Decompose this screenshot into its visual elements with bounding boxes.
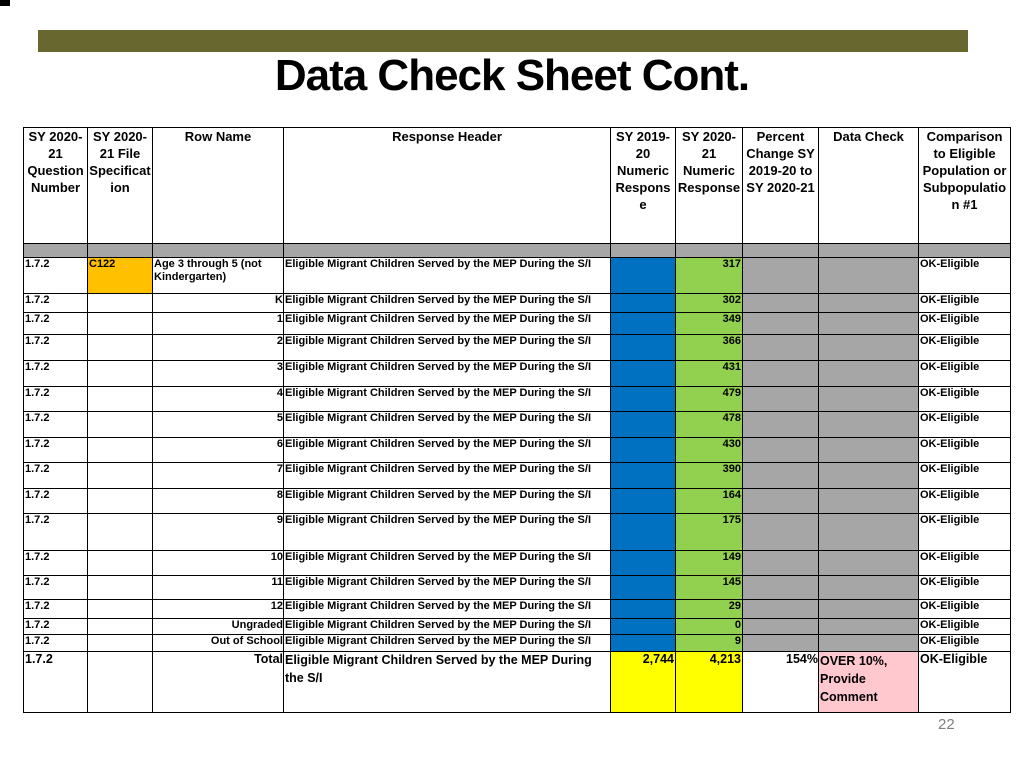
table-row bbox=[24, 361, 1011, 387]
cell-comparison: OK-Eligible bbox=[919, 335, 1011, 361]
cell-data-check bbox=[819, 600, 919, 619]
column-header: SY 2019-20 Numeric Response bbox=[611, 128, 676, 244]
table-row bbox=[24, 463, 1011, 489]
cell-percent-change bbox=[743, 514, 819, 551]
cell-row-name: 5 bbox=[153, 412, 284, 438]
cell-file-spec bbox=[88, 600, 153, 619]
cell-file-spec bbox=[88, 489, 153, 514]
cell-sy-2020-21: 430 bbox=[676, 438, 743, 463]
separator-cell bbox=[611, 244, 676, 258]
column-header: SY 2020-21 Question Number bbox=[24, 128, 88, 244]
cell-sy-2019-20 bbox=[611, 489, 676, 514]
cell-file-spec bbox=[88, 335, 153, 361]
table-row bbox=[24, 635, 1011, 652]
table-row bbox=[24, 335, 1011, 361]
cell-sy-2020-21: 149 bbox=[676, 551, 743, 576]
cell-data-check bbox=[819, 438, 919, 463]
column-header: Response Header bbox=[284, 128, 611, 244]
cell-comparison: OK-Eligible bbox=[919, 600, 1011, 619]
cell-comparison: OK-Eligible bbox=[919, 438, 1011, 463]
cell-row-name: 3 bbox=[153, 361, 284, 387]
cell-comparison: OK-Eligible bbox=[919, 412, 1011, 438]
cell-sy-2019-20 bbox=[611, 514, 676, 551]
column-header: SY 2020-21 Numeric Response bbox=[676, 128, 743, 244]
cell-data-check bbox=[819, 463, 919, 489]
cell-response-header: Eligible Migrant Children Served by the MEP During the S/I bbox=[284, 619, 611, 635]
cell-percent-change bbox=[743, 258, 819, 294]
cell-sy-2020-21: 366 bbox=[676, 335, 743, 361]
cell-sy-2020-21: 175 bbox=[676, 514, 743, 551]
cell-response-header: Eligible Migrant Children Served by the MEP During the S/I bbox=[284, 387, 611, 412]
table-header bbox=[24, 128, 1011, 244]
cell-percent-change bbox=[743, 576, 819, 600]
cell-comparison: OK-Eligible bbox=[919, 258, 1011, 294]
table-body bbox=[24, 244, 1011, 713]
cell-question-number: 1.7.2 bbox=[24, 258, 88, 294]
table-row bbox=[24, 258, 1011, 294]
cell-percent-change bbox=[743, 412, 819, 438]
cell-question-number: 1.7.2 bbox=[24, 387, 88, 412]
slide-title: Data Check Sheet Cont. bbox=[274, 51, 750, 100]
cell-response-header: Eligible Migrant Children Served by the MEP During the S/I bbox=[284, 335, 611, 361]
separator-cell bbox=[24, 244, 88, 258]
table-row bbox=[24, 489, 1011, 514]
cell-file-spec bbox=[88, 387, 153, 412]
column-header: Row Name bbox=[153, 128, 284, 244]
cell-comparison: OK-Eligible bbox=[919, 619, 1011, 635]
cell-question-number: 1.7.2 bbox=[24, 551, 88, 576]
cell-file-spec bbox=[88, 361, 153, 387]
cell-percent-change bbox=[743, 635, 819, 652]
separator-cell bbox=[284, 244, 611, 258]
cell-row-name: 1 bbox=[153, 313, 284, 335]
cell-sy-2020-21: 29 bbox=[676, 600, 743, 619]
total-cell-data-check: OVER 10%, Provide Comment bbox=[819, 652, 919, 713]
separator-row bbox=[24, 244, 1011, 258]
cell-question-number: 1.7.2 bbox=[24, 635, 88, 652]
table-row bbox=[24, 412, 1011, 438]
cell-percent-change bbox=[743, 335, 819, 361]
table-row bbox=[24, 294, 1011, 313]
cell-comparison: OK-Eligible bbox=[919, 489, 1011, 514]
total-cell-file-spec bbox=[88, 652, 153, 713]
cell-sy-2019-20 bbox=[611, 463, 676, 489]
cell-question-number: 1.7.2 bbox=[24, 412, 88, 438]
cell-file-spec bbox=[88, 438, 153, 463]
cell-row-name: 4 bbox=[153, 387, 284, 412]
cell-percent-change bbox=[743, 489, 819, 514]
cell-file-spec bbox=[88, 514, 153, 551]
cell-comparison: OK-Eligible bbox=[919, 313, 1011, 335]
cell-percent-change bbox=[743, 387, 819, 412]
cell-data-check bbox=[819, 551, 919, 576]
cell-sy-2019-20 bbox=[611, 387, 676, 412]
cell-file-spec bbox=[88, 412, 153, 438]
table-row bbox=[24, 600, 1011, 619]
cell-sy-2020-21: 390 bbox=[676, 463, 743, 489]
cell-response-header: Eligible Migrant Children Served by the MEP During the S/I bbox=[284, 576, 611, 600]
cell-sy-2019-20 bbox=[611, 335, 676, 361]
cell-sy-2020-21: 431 bbox=[676, 361, 743, 387]
data-check-table bbox=[23, 127, 1011, 713]
cell-sy-2020-21: 349 bbox=[676, 313, 743, 335]
cell-data-check bbox=[819, 489, 919, 514]
cell-comparison: OK-Eligible bbox=[919, 387, 1011, 412]
table-row bbox=[24, 313, 1011, 335]
separator-cell bbox=[676, 244, 743, 258]
cell-response-header: Eligible Migrant Children Served by the MEP During the S/I bbox=[284, 489, 611, 514]
cell-sy-2020-21: 164 bbox=[676, 489, 743, 514]
cell-row-name: K bbox=[153, 294, 284, 313]
separator-cell bbox=[819, 244, 919, 258]
cell-question-number: 1.7.2 bbox=[24, 335, 88, 361]
total-cell-sy-2020-21: 4,213 bbox=[676, 652, 743, 713]
table-row bbox=[24, 576, 1011, 600]
cell-response-header: Eligible Migrant Children Served by the MEP During the S/I bbox=[284, 412, 611, 438]
cell-comparison: OK-Eligible bbox=[919, 361, 1011, 387]
cell-data-check bbox=[819, 313, 919, 335]
cell-file-spec bbox=[88, 313, 153, 335]
cell-sy-2019-20 bbox=[611, 258, 676, 294]
page-number: 22 bbox=[938, 716, 955, 733]
cell-file-spec bbox=[88, 619, 153, 635]
cell-response-header: Eligible Migrant Children Served by the MEP During the S/I bbox=[284, 258, 611, 294]
title-accent-bar bbox=[38, 30, 968, 52]
cell-sy-2020-21: 9 bbox=[676, 635, 743, 652]
cell-question-number: 1.7.2 bbox=[24, 463, 88, 489]
cell-data-check bbox=[819, 294, 919, 313]
table-row bbox=[24, 438, 1011, 463]
cell-response-header: Eligible Migrant Children Served by the MEP During the S/I bbox=[284, 463, 611, 489]
cell-percent-change bbox=[743, 619, 819, 635]
cell-row-name: 10 bbox=[153, 551, 284, 576]
cell-percent-change bbox=[743, 313, 819, 335]
cell-response-header: Eligible Migrant Children Served by the MEP During the S/I bbox=[284, 551, 611, 576]
cell-sy-2020-21: 479 bbox=[676, 387, 743, 412]
header-row bbox=[24, 128, 1011, 244]
cell-file-spec bbox=[88, 576, 153, 600]
cell-question-number: 1.7.2 bbox=[24, 294, 88, 313]
cell-row-name: 11 bbox=[153, 576, 284, 600]
cell-sy-2020-21: 302 bbox=[676, 294, 743, 313]
cell-row-name: 9 bbox=[153, 514, 284, 551]
cell-data-check bbox=[819, 412, 919, 438]
separator-cell bbox=[88, 244, 153, 258]
cell-comparison: OK-Eligible bbox=[919, 514, 1011, 551]
total-cell-sy-2019-20: 2,744 bbox=[611, 652, 676, 713]
total-cell-question-number: 1.7.2 bbox=[24, 652, 88, 713]
cell-file-spec bbox=[88, 463, 153, 489]
cell-response-header: Eligible Migrant Children Served by the MEP During the S/I bbox=[284, 294, 611, 313]
cell-percent-change bbox=[743, 600, 819, 619]
cell-question-number: 1.7.2 bbox=[24, 438, 88, 463]
cell-response-header: Eligible Migrant Children Served by the MEP During the S/I bbox=[284, 361, 611, 387]
separator-cell bbox=[153, 244, 284, 258]
cell-data-check bbox=[819, 576, 919, 600]
cell-row-name: Ungraded bbox=[153, 619, 284, 635]
cell-question-number: 1.7.2 bbox=[24, 313, 88, 335]
cell-sy-2019-20 bbox=[611, 551, 676, 576]
cell-data-check bbox=[819, 635, 919, 652]
cell-response-header: Eligible Migrant Children Served by the MEP During the S/I bbox=[284, 438, 611, 463]
cell-percent-change bbox=[743, 294, 819, 313]
cell-row-name: 6 bbox=[153, 438, 284, 463]
cell-response-header: Eligible Migrant Children Served by the MEP During the S/I bbox=[284, 514, 611, 551]
table-row bbox=[24, 619, 1011, 635]
cell-sy-2019-20 bbox=[611, 412, 676, 438]
total-row bbox=[24, 652, 1011, 713]
cell-data-check bbox=[819, 387, 919, 412]
cell-response-header: Eligible Migrant Children Served by the MEP During the S/I bbox=[284, 600, 611, 619]
table-row bbox=[24, 551, 1011, 576]
cell-percent-change bbox=[743, 361, 819, 387]
column-header: Comparison to Eligible Population or Subpopulation #1 bbox=[919, 128, 1011, 244]
cell-comparison: OK-Eligible bbox=[919, 294, 1011, 313]
cell-response-header: Eligible Migrant Children Served by the MEP During the S/I bbox=[284, 635, 611, 652]
cell-question-number: 1.7.2 bbox=[24, 619, 88, 635]
cell-sy-2019-20 bbox=[611, 294, 676, 313]
cell-sy-2019-20 bbox=[611, 438, 676, 463]
separator-cell bbox=[919, 244, 1011, 258]
cell-percent-change bbox=[743, 463, 819, 489]
cell-question-number: 1.7.2 bbox=[24, 514, 88, 551]
cell-question-number: 1.7.2 bbox=[24, 600, 88, 619]
cell-sy-2020-21: 317 bbox=[676, 258, 743, 294]
data-check-table-wrap bbox=[23, 127, 1011, 713]
cell-file-spec bbox=[88, 294, 153, 313]
cell-row-name: 12 bbox=[153, 600, 284, 619]
cell-row-name: Out of School bbox=[153, 635, 284, 652]
cell-data-check bbox=[819, 361, 919, 387]
cell-sy-2020-21: 0 bbox=[676, 619, 743, 635]
cell-row-name: Age 3 through 5 (not Kindergarten) bbox=[153, 258, 284, 294]
corner-mark bbox=[0, 0, 10, 6]
cell-percent-change bbox=[743, 551, 819, 576]
cell-question-number: 1.7.2 bbox=[24, 576, 88, 600]
cell-sy-2019-20 bbox=[611, 361, 676, 387]
total-cell-response-header: Eligible Migrant Children Served by the MEP During the S/I bbox=[284, 652, 611, 713]
cell-row-name: 2 bbox=[153, 335, 284, 361]
table-row bbox=[24, 514, 1011, 551]
cell-row-name: 8 bbox=[153, 489, 284, 514]
cell-percent-change bbox=[743, 438, 819, 463]
table-row bbox=[24, 387, 1011, 412]
cell-sy-2019-20 bbox=[611, 576, 676, 600]
cell-file-spec: C122 bbox=[88, 258, 153, 294]
separator-cell bbox=[743, 244, 819, 258]
cell-sy-2019-20 bbox=[611, 619, 676, 635]
column-header: Data Check bbox=[819, 128, 919, 244]
cell-response-header: Eligible Migrant Children Served by the MEP During the S/I bbox=[284, 313, 611, 335]
total-cell-comparison: OK-Eligible bbox=[919, 652, 1011, 713]
cell-data-check bbox=[819, 619, 919, 635]
cell-sy-2020-21: 478 bbox=[676, 412, 743, 438]
cell-file-spec bbox=[88, 635, 153, 652]
cell-data-check bbox=[819, 335, 919, 361]
total-cell-percent-change: 154% bbox=[743, 652, 819, 713]
cell-sy-2019-20 bbox=[611, 313, 676, 335]
cell-sy-2019-20 bbox=[611, 635, 676, 652]
cell-sy-2020-21: 145 bbox=[676, 576, 743, 600]
cell-comparison: OK-Eligible bbox=[919, 576, 1011, 600]
column-header: Percent Change SY 2019-20 to SY 2020-21 bbox=[743, 128, 819, 244]
cell-comparison: OK-Eligible bbox=[919, 551, 1011, 576]
cell-question-number: 1.7.2 bbox=[24, 361, 88, 387]
total-cell-row-name: Total bbox=[153, 652, 284, 713]
cell-row-name: 7 bbox=[153, 463, 284, 489]
cell-comparison: OK-Eligible bbox=[919, 463, 1011, 489]
cell-comparison: OK-Eligible bbox=[919, 635, 1011, 652]
cell-file-spec bbox=[88, 551, 153, 576]
cell-data-check bbox=[819, 514, 919, 551]
cell-data-check bbox=[819, 258, 919, 294]
cell-question-number: 1.7.2 bbox=[24, 489, 88, 514]
cell-sy-2019-20 bbox=[611, 600, 676, 619]
column-header: SY 2020-21 File Specification bbox=[88, 128, 153, 244]
